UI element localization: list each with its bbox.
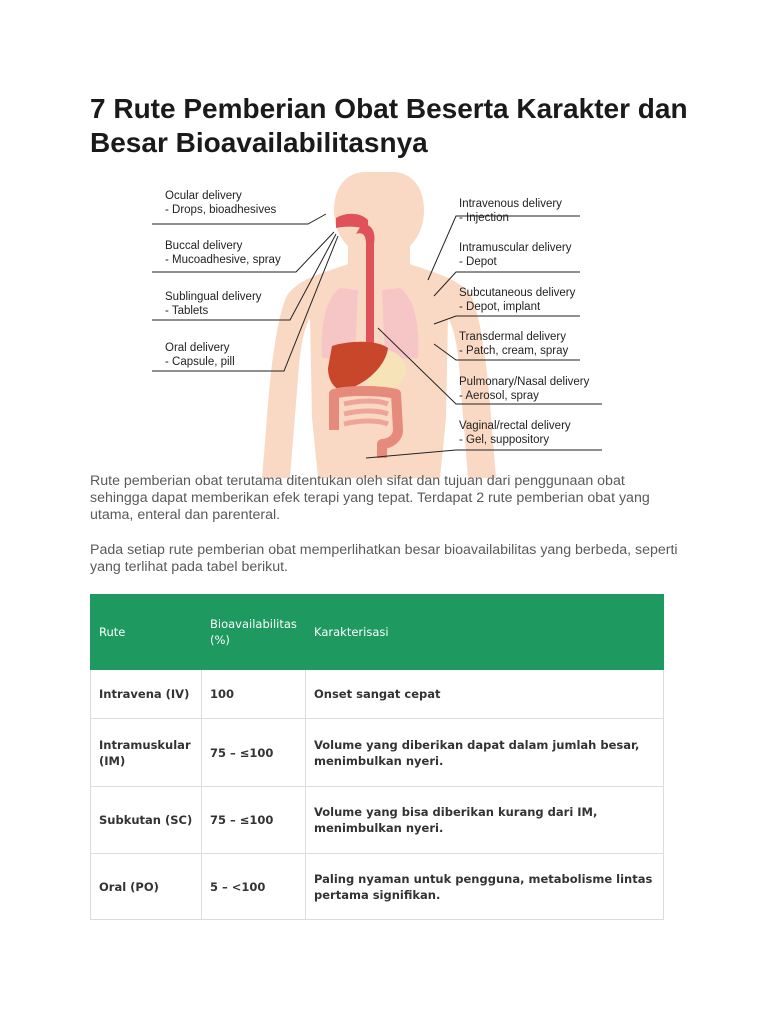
cell-characterization: Paling nyaman untuk pengguna, metabolisme lintas pertama signifikan.: [306, 854, 664, 920]
bioavailability-table: [90, 594, 664, 920]
header-karakterisasi: Karakterisasi: [306, 595, 664, 670]
label-ocular-delivery: Ocular delivery - Drops, bioadhesives: [165, 190, 277, 216]
cell-bioavailability: 75 – ≤100: [202, 787, 306, 854]
header-rute: Rute: [91, 595, 202, 670]
cell-route: Subkutan (SC): [91, 787, 202, 854]
cell-bioavailability: 75 – ≤100: [202, 719, 306, 787]
cell-characterization: Volume yang diberikan dapat dalam jumlah besar, menimbulkan nyeri.: [306, 719, 664, 787]
label-intramuscular-delivery: Intramuscular delivery - Depot: [459, 242, 572, 268]
table-intro-paragraph: Pada setiap rute pemberian obat memperlihatkan besar bioavailabilitas yang berbeda, seperti yang terlihat pada tabel berikut.: [90, 542, 678, 575]
table-row: [91, 854, 664, 920]
label-vaginal-rectal-delivery: Vaginal/rectal delivery - Gel, suppository: [459, 420, 571, 446]
label-buccal-delivery: Buccal delivery - Mucoadhesive, spray: [165, 240, 281, 266]
cell-characterization: Onset sangat cepat: [306, 670, 664, 719]
page-title: 7 Rute Pemberian Obat Beserta Karakter dan Besar Bioavailabilitasnya: [90, 93, 688, 158]
label-subcutaneous-delivery: Subcutaneous delivery - Depot, implant: [459, 287, 576, 313]
table-row: [91, 670, 664, 719]
header-bioavailabilitas: Bioavailabilitas (%): [202, 595, 306, 670]
cell-bioavailability: 100: [202, 670, 306, 719]
table-row: [91, 719, 664, 787]
cell-route: Oral (PO): [91, 854, 202, 920]
label-sublingual-delivery: Sublingual delivery - Tablets: [165, 291, 262, 317]
table-row: [91, 787, 664, 854]
label-oral-delivery: Oral delivery - Capsule, pill: [165, 342, 235, 368]
cell-bioavailability: 5 – <100: [202, 854, 306, 920]
drug-delivery-routes-figure: [150, 168, 620, 478]
cell-route: Intravena (IV): [91, 670, 202, 719]
intro-paragraph: Rute pemberian obat terutama ditentukan oleh sifat dan tujuan dari penggunaan obat sehingga dapat memberikan efek terapi yang tepat. Terdapat 2 rute pemberian obat yang utama, enteral dan parenteral.: [90, 473, 650, 523]
cell-route: Intramuskular (IM): [91, 719, 202, 787]
label-transdermal-delivery: Transdermal delivery - Patch, cream, spray: [459, 331, 569, 357]
cell-characterization: Volume yang bisa diberikan kurang dari IM, menimbulkan nyeri.: [306, 787, 664, 854]
label-pulmonary-nasal-delivery: Pulmonary/Nasal delivery - Aerosol, spray: [459, 376, 590, 402]
label-intravenous-delivery: Intravenous delivery - Injection: [459, 198, 562, 224]
table-header-row: [91, 595, 664, 670]
